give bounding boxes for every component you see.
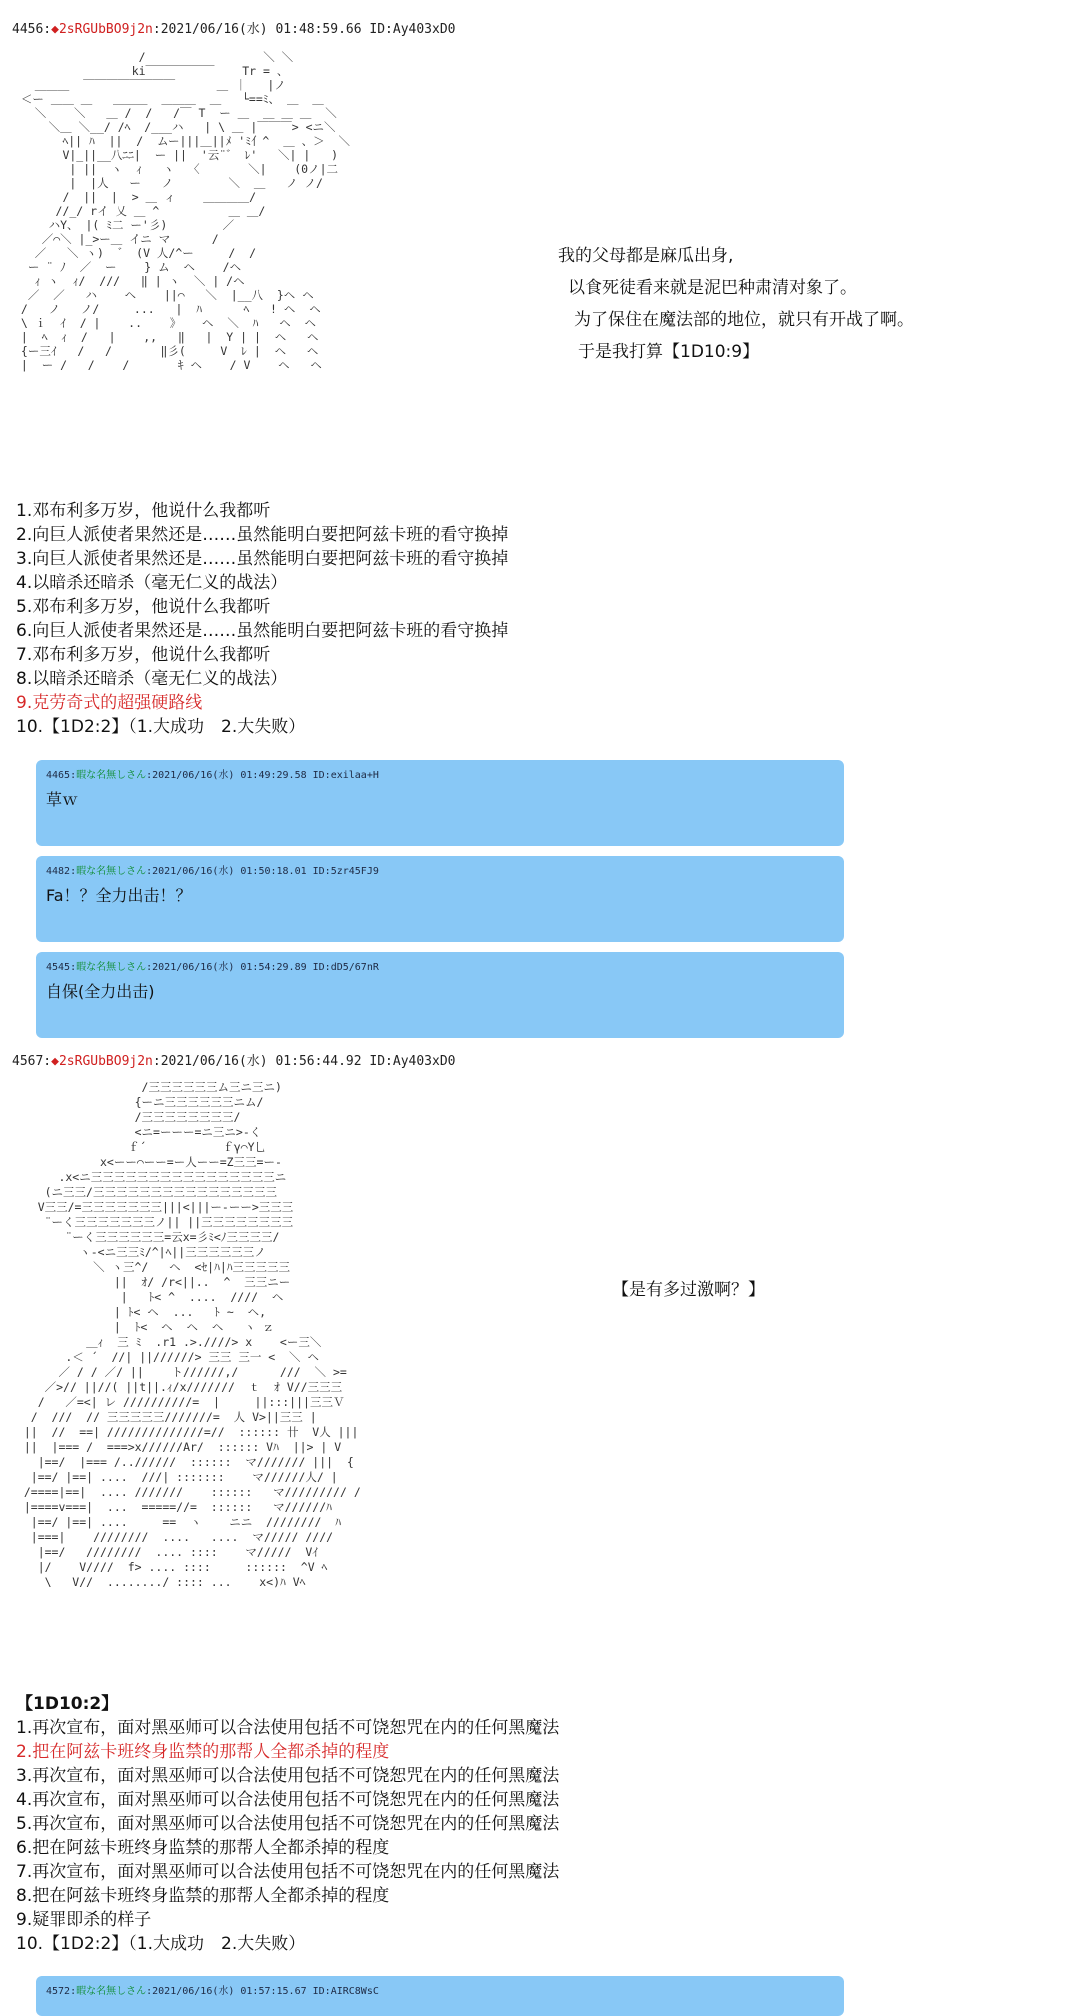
option-item: 1.邓布利多万岁，他说什么我都听 [16, 501, 271, 521]
option-list [16, 1716, 559, 1956]
reply-body: 草ｗ [46, 790, 79, 809]
side-line: 为了保住在魔法部的地位，就只有开战了啊。 [574, 310, 914, 330]
post-number: 4567: [12, 1054, 52, 1069]
reply-header [46, 766, 834, 781]
option-item: 6.向巨人派使者果然还是……虽然能明白要把阿兹卡班的看守换掉 [16, 621, 509, 641]
side-line: 以食死徒看来就是泥巴种肃清对象了。 [568, 278, 857, 298]
post-side-text [558, 240, 914, 368]
option-item: 4.再次宣布，面对黑巫师可以合法使用包括不可饶恕咒在内的任何黑魔法 [16, 1790, 560, 1810]
option-item-selected: 9.克劳奇式的超强硬路线 [16, 693, 203, 713]
option-item: 2.向巨人派使者果然还是……虽然能明白要把阿兹卡班的看守换掉 [16, 525, 509, 545]
reply-header [46, 1982, 834, 1997]
option-item: 3.向巨人派使者果然还是……虽然能明白要把阿兹卡班的看守换掉 [16, 549, 509, 569]
option-item: 8.以暗杀还暗杀（毫无仁义的战法） [16, 669, 288, 689]
reply-body: 自保(全力出击) [46, 982, 155, 1001]
option-item: 9.疑罪即杀的样子 [16, 1910, 152, 1930]
option-item: 5.再次宣布，面对黑巫师可以合法使用包括不可饶恕咒在内的任何黑魔法 [16, 1814, 560, 1834]
side-line: 我的父母都是麻瓜出身, [558, 246, 734, 266]
reply-meta: :2021/06/16(水) 01:54:29.89 ID:dD5/67nR [146, 962, 379, 973]
reply-meta: :2021/06/16(水) 01:57:15.67 ID:AIRC8WsC [146, 1986, 379, 1997]
reply-number: 4572: [46, 1986, 77, 1997]
post-meta: :2021/06/16(水) 01:48:59.66 ID:Ay403xD0 [152, 22, 456, 37]
option-item: 10.【1D2:2】（1.大成功 2.大失败） [16, 717, 306, 737]
reply-header [46, 958, 834, 973]
option-item: 4.以暗杀还暗杀（毫无仁义的战法） [16, 573, 288, 593]
author-trip[interactable]: ◆2sRGUbBO9j2n [51, 1054, 153, 1069]
option-item: 10.【1D2:2】（1.大成功 2.大失败） [16, 1934, 306, 1954]
post-header [12, 18, 455, 37]
reply-name[interactable]: 暇な名無しさん [76, 1986, 147, 1997]
reply-post [36, 760, 844, 846]
author-trip[interactable]: ◆2sRGUbBO9j2n [51, 22, 153, 37]
reply-header [46, 862, 834, 877]
reply-name[interactable]: 暇な名無しさん [76, 770, 147, 781]
reply-post [36, 952, 844, 1038]
option-list [16, 499, 508, 739]
option-item: 7.再次宣布，面对黑巫师可以合法使用包括不可饶恕咒在内的任何黑魔法 [16, 1862, 560, 1882]
reply-number: 4465: [46, 770, 77, 781]
reply-meta: :2021/06/16(水) 01:50:18.01 ID:5zr45FJ9 [146, 866, 379, 877]
reply-post [36, 1976, 844, 2016]
post-side-text: 【是有多过激啊？】 [612, 1280, 765, 1300]
roll-result: 【1D10:2】 [16, 1694, 119, 1714]
reply-meta: :2021/06/16(水) 01:49:29.58 ID:exilaa+H [146, 770, 379, 781]
option-item: 3.再次宣布，面对黑巫师可以合法使用包括不可饶恕咒在内的任何黑魔法 [16, 1766, 560, 1786]
post-number: 4456: [12, 22, 52, 37]
option-item: 5.邓布利多万岁，他说什么我都听 [16, 597, 271, 617]
reply-name[interactable]: 暇な名無しさん [76, 866, 147, 877]
reply-number: 4482: [46, 866, 77, 877]
option-item: 1.再次宣布，面对黑巫师可以合法使用包括不可饶恕咒在内的任何黑魔法 [16, 1718, 560, 1738]
post-meta: :2021/06/16(水) 01:56:44.92 ID:Ay403xD0 [152, 1054, 456, 1069]
reply-name[interactable]: 暇な名無しさん [76, 962, 147, 973]
reply-body: Fa！？全力出击！？ [46, 886, 192, 905]
option-item: 7.邓布利多万岁，他说什么我都听 [16, 645, 271, 665]
ascii-art-character: / ＼ ＼ ki￣￣￣￣￣￣ Tr = 、 ＿＿＿ ￣￣￣￣￣￣￣￣ ＿ ｜ |ノ ＜ー ＿＿ ＿ ＿＿＿ ＿＿＿ ＿ └==ﾐ、 ＿ ＿ ＼ ＼ ＿ / / /￣ T ー ＿ ＿ ＿ ＿ ＼ ＼＿ ＼__/ /ﾍ /___ハ | \ ＿ |￣￣￣> <ニ＼ ﾍ|| ﾊ || / ムー|||＿||ﾒ 'ﾐ亻^ ＿ 、＞ ＼ V|_||__八ﾆﾆ| ー || '云¨゛ ﾚ' ＼| | ) | || ヽ ｨ ヽ 〈 ＼| (0ノ|二 | |人 ー ノ ＼ ＿ ノ ノ/ / || | > ＿ ィ ＿＿＿＿/ //_/ rイ 乂 ＿ ^ ＿ ＿/ ハY、 |( ﾐ二 ー'彡) ／ ／⌒＼ |_>ー＿ イニ マ / ／ ＼ ヽ) ゛ (V 人/^ー / / ー ¨ ﾉ ／ ー } ム ヘ /ヘ ｨ ヽ ｨ/ /// ‖ | ヽ ＼ | /ヘ ／ ／ ハ ヘ ||⌒ ＼ |__八 }ヘ ヘ / ノ ノ/ ... | ﾊ ﾍ ! ヘ ヘ \ ｉ ｲ / | .. 》 ヘ ＼ ﾊ ヘ ヘ | ﾍ ｨ / | ,, ‖ | Y | | ヘ ヘ {ー三ｲ / / ‖彡( V ﾚ | ヘ ヘ | ー / / / ｷ ヘ / V ヘ ヘ [20, 50, 350, 372]
post-header [12, 1050, 455, 1069]
reply-post [36, 856, 844, 942]
reply-number: 4545: [46, 962, 77, 973]
option-item: 6.把在阿兹卡班终身监禁的那帮人全都杀掉的程度 [16, 1838, 390, 1858]
side-line: 于是我打算【1D10:9】 [578, 342, 760, 362]
option-item: 8.把在阿兹卡班终身监禁的那帮人全都杀掉的程度 [16, 1886, 390, 1906]
option-item-selected: 2.把在阿兹卡班终身监禁的那帮人全都杀掉的程度 [16, 1742, 390, 1762]
ascii-art-character: /三三三三三三ム三ニ三ニ) {ーニ三三三三三三ニム/ /三三三三三三三三/ <ニ=ーーー=ニ三ニ>-く ｆ´ ｆγ⌒Y乚 x<ーー⌒ーー=ー人ーー=Z三三=ー- .x<ニ三三三三三三三三三三三三三三三三ニ (ニ三三/三三三三三三三三三三三三三三三三 V三三/=三三三三三三三|||<|||ー-ーー>三三三 ¨ーく三三三三三三三ノ|| ||三三三三三三三三 ¨ーく三三三三三三=云x=彡ﾐ<ﾉ三三三三/ ヽ-<ニ三三ﾐ/^|ﾍ||三三三三三三ノ ＼ ヽ三^/ ヘ <ｾ|ﾊ|ﾊ三三三三三 || ｵ/ /r<||.. ^ 三三ニー | ﾄ< ^ .... //// ヘ | ﾄ< ヘ ... ﾄ ~ ヘ, | ﾄ< ヘ ヘ ヘ ヽ ｚ ＿ｨ 三 ﾐ .r1 .>.////> x <ー三＼ .＜ ´ //| ||//////> 三三 三一 < ＼ ヘ ／ / / ／/ || ト//////,/ /// ＼ >= ／>// ||//( ||t||.ｨ/x/////// ｔ ｵ V//三三三 / ／=<| レ //////////= | ||:::|||三三Ｖ / /// // 三三三三三///////= 人 V>||三三 | || // ==| //////////////=// :::::: 卄 V人 ||| || |=== / ===>x//////Ar/ :::::: Vﾊ ||> | V |==/ |=== /..////// :::::: マ/////// ||| { |==/ |==| .... ///| ::::::: マ//////人/ | /====|==| .... /////// :::::: マ///////// / |====v===| ... =====//= :::::: マ//////ﾊ |==/ |==| .... == ヽ ニニ //////// ﾊ |===| //////// .... .... マ///// //// |==/ //////// .... :::: マ///// Vｲ |/ V//// f> .... :::: :::::: ^V ﾍ \ V// ......../ :::: ... x<)ﾊ Vﾍ [23, 1080, 361, 1589]
